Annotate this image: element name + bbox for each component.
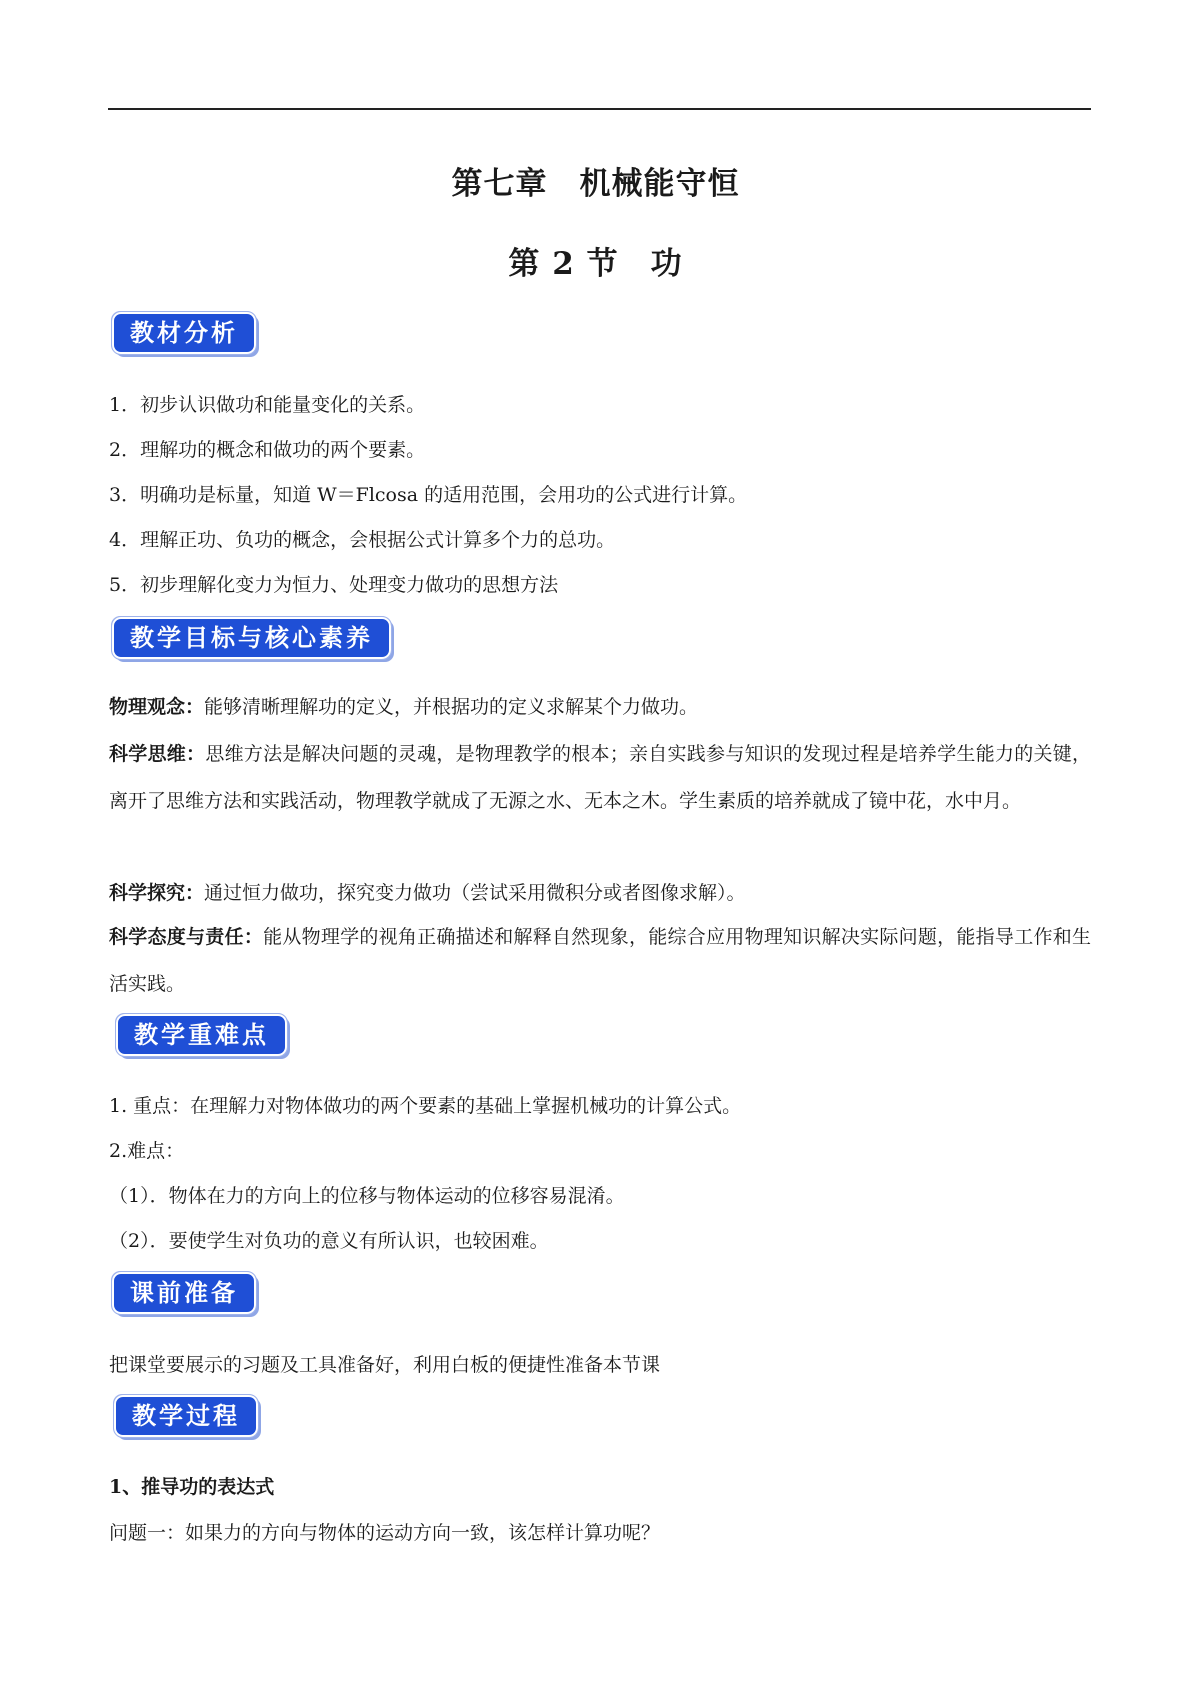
keypoint-difficulty: 2.难点： (109, 1140, 185, 1162)
goal-attitude-responsibility (109, 914, 1091, 1008)
process-question: 问题一：如果力的方向与物体的运动方向一致，该怎样计算功呢？ (109, 1522, 661, 1544)
analysis-item-4: 4．理解正功、负功的概念，会根据公式计算多个力的总功。 (109, 529, 616, 551)
goal-text: 通过恒力做功，探究变力做功（尝试采用微积分或者图像求解）。 (204, 882, 746, 904)
keypoint-difficulty-2: （2）．要使学生对负功的意义有所认识，也较困难。 (109, 1230, 549, 1252)
goal-text: 能够清晰理解功的定义，并根据功的定义求解某个力做功。 (204, 696, 699, 718)
goal-scientific-inquiry (109, 870, 1091, 917)
analysis-item-2: 2．理解功的概念和做功的两个要素。 (109, 439, 426, 461)
keypoint-difficulty-1: （1）．物体在力的方向上的位移与物体运动的位移容易混淆。 (109, 1185, 625, 1207)
section-badge-goals: 教学目标与核心素养 (112, 617, 391, 659)
goal-text: 思维方法是解决问题的灵魂，是物理教学的根本；亲自实践参与知识的发现过程是培养学生能力的关键，离开了思维方法和实践活动，物理教学就成了无源之水、无本之木。学生素质的培养就成了镜中花，水中月。 (109, 743, 1091, 812)
section-badge-process: 教学过程 (114, 1395, 258, 1437)
section-title: 第 2 节 功 (508, 246, 683, 282)
section-badge-prep: 课前准备 (112, 1272, 256, 1314)
goal-text: 能从物理学的视角正确描述和解释自然现象，能综合应用物理知识解决实际问题，能指导工作和生活实践。 (109, 926, 1091, 995)
keypoint-focus: 1. 重点：在理解力对物体做功的两个要素的基础上掌握机械功的计算公式。 (109, 1095, 742, 1117)
chapter-title: 第七章 机械能守恒 (451, 166, 740, 202)
goal-label: 科学思维： (109, 743, 206, 765)
process-subtitle: 1、推导功的表达式 (109, 1476, 275, 1498)
goal-label: 物理观念： (109, 696, 205, 718)
header-rule (108, 108, 1091, 110)
prep-text: 把课堂要展示的习题及工具准备好，利用白板的便捷性准备本节课 (109, 1354, 661, 1376)
goal-label: 科学态度与责任： (109, 926, 264, 948)
analysis-item-3: 3．明确功是标量，知道 W＝Flcosa 的适用范围，会用功的公式进行计算。 (109, 484, 748, 506)
section-badge-keypoints: 教学重难点 (116, 1014, 287, 1056)
analysis-item-1: 1．初步认识做功和能量变化的关系。 (109, 394, 426, 416)
goal-physics-concept (109, 684, 1091, 731)
goal-scientific-thinking (109, 731, 1091, 825)
goal-label: 科学探究： (109, 882, 205, 904)
analysis-item-5: 5．初步理解化变力为恒力、处理变力做功的思想方法 (109, 574, 559, 596)
section-badge-analysis: 教材分析 (112, 312, 256, 354)
